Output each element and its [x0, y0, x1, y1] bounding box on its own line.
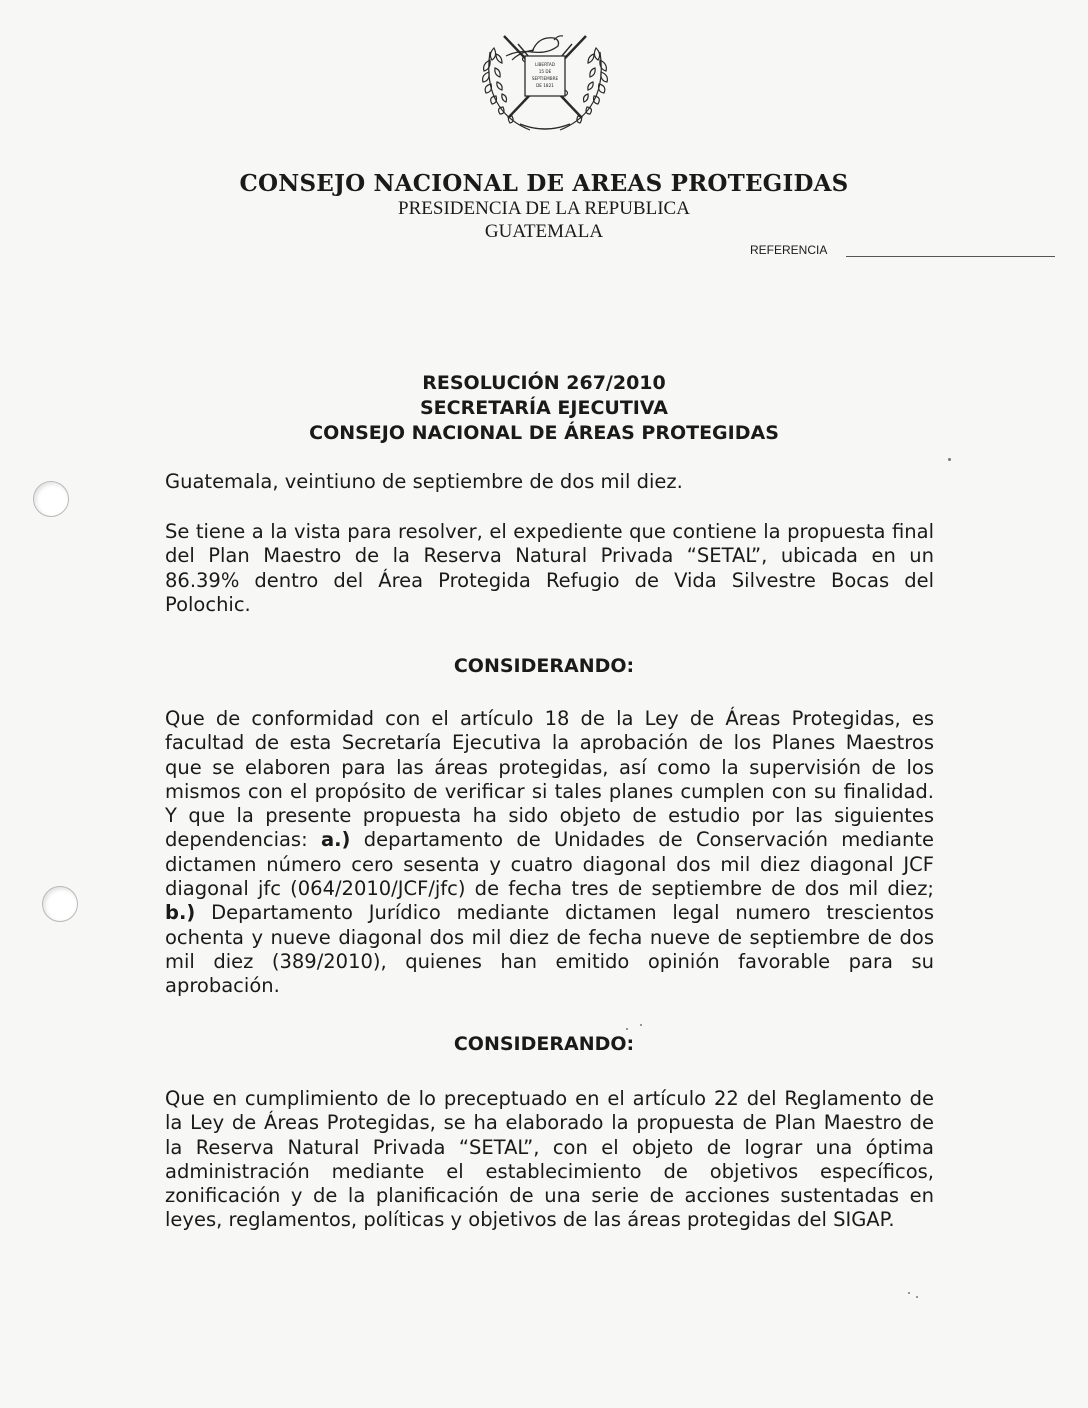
letterhead-org-name: CONSEJO NACIONAL DE AREAS PROTEGIDAS	[239, 170, 849, 197]
seal-scroll-line-4: DE 1821	[536, 83, 554, 88]
reference-line	[846, 256, 1055, 257]
considerando-1-part-3: Departamento Jurídico mediante dictamen legal numero trescientos ochenta y nueve diagonal dos mil diez de fecha nueve de septiembre de dos mil diez (389/2010), quienes han emitido opinión favorable para su aprobación.	[165, 901, 934, 998]
punch-hole-top	[33, 481, 69, 517]
seal-scroll-line-1: LIBERTAD	[534, 62, 556, 67]
considerando-1-part-2: departamento de Unidades de Conservación mediante dictamen número cero sesenta y cuatro diagonal dos mil diez diagonal JCF diagonal jfc (064/2010/JCF/jfc) de fecha tres de septiembre de dos mil diez;	[165, 828, 934, 901]
punch-hole-bottom	[42, 886, 78, 922]
scan-speck	[626, 1028, 628, 1030]
considerando-paragraph-1	[165, 707, 934, 999]
marker-a: a.)	[320, 828, 351, 852]
guatemala-coat-of-arms-icon	[470, 14, 620, 136]
scan-speck	[640, 1024, 642, 1026]
marker-b: b.)	[165, 901, 196, 925]
seal-scroll-line-2: 15 DE	[538, 69, 552, 74]
letterhead-presidencia: PRESIDENCIA DE LA REPUBLICA	[398, 198, 690, 219]
intro-paragraph: Se tiene a la vista para resolver, el expediente que contiene la propuesta final del Plan Maestro de la Reserva Natural Privada “SETAL”, ubicada en un 86.39% dentro del Área Protegida Refugio de Vida Silvestre Bocas del Polochic.	[165, 520, 934, 616]
date-line: Guatemala, veintiuno de septiembre de dos mil diez.	[165, 470, 683, 493]
considerando-1-part-1: Que de conformidad con el artículo 18 de la Ley de Áreas Protegidas, es facultad de esta Secretaría Ejecutiva la aprobación de los Planes Maestros que se elaboren para las áreas protegidas, así como la supervisión de los mismos con el propósito de verificar si tales planes cumplen con su finalidad. Y que la presente propuesta ha sido objeto de estudio por las siguientes dependencias:	[165, 707, 934, 852]
considerando-heading-1: CONSIDERANDO:	[453, 655, 635, 677]
seal-scroll-line-3: SEPTIEMBRE	[531, 76, 559, 81]
resolution-office: SECRETARÍA EJECUTIVA	[420, 397, 668, 419]
scan-speck	[908, 1292, 910, 1294]
letterhead-country: GUATEMALA	[484, 221, 604, 242]
reference-field	[750, 243, 1055, 259]
scan-speck	[948, 458, 951, 461]
considerando-heading-2: CONSIDERANDO:	[453, 1033, 635, 1055]
reference-label: REFERENCIA	[750, 243, 828, 257]
considerando-paragraph-2: Que en cumplimiento de lo preceptuado en el artículo 22 del Reglamento de la Ley de Áreas Protegidas, se ha elaborado la propuesta de Plan Maestro de la Reserva Natural Privada “SETAL”, con el objeto de lograr una óptima administración mediante el establecimiento de objetivos específicos, zonificación y de la planificación de una serie de acciones sustentadas en leyes, reglamentos, políticas y objetivos de las áreas protegidas del SIGAP.	[165, 1087, 934, 1232]
scan-speck	[916, 1296, 918, 1298]
resolution-number: RESOLUCIÓN 267/2010	[422, 372, 666, 394]
resolution-council: CONSEJO NACIONAL DE ÁREAS PROTEGIDAS	[309, 422, 779, 444]
